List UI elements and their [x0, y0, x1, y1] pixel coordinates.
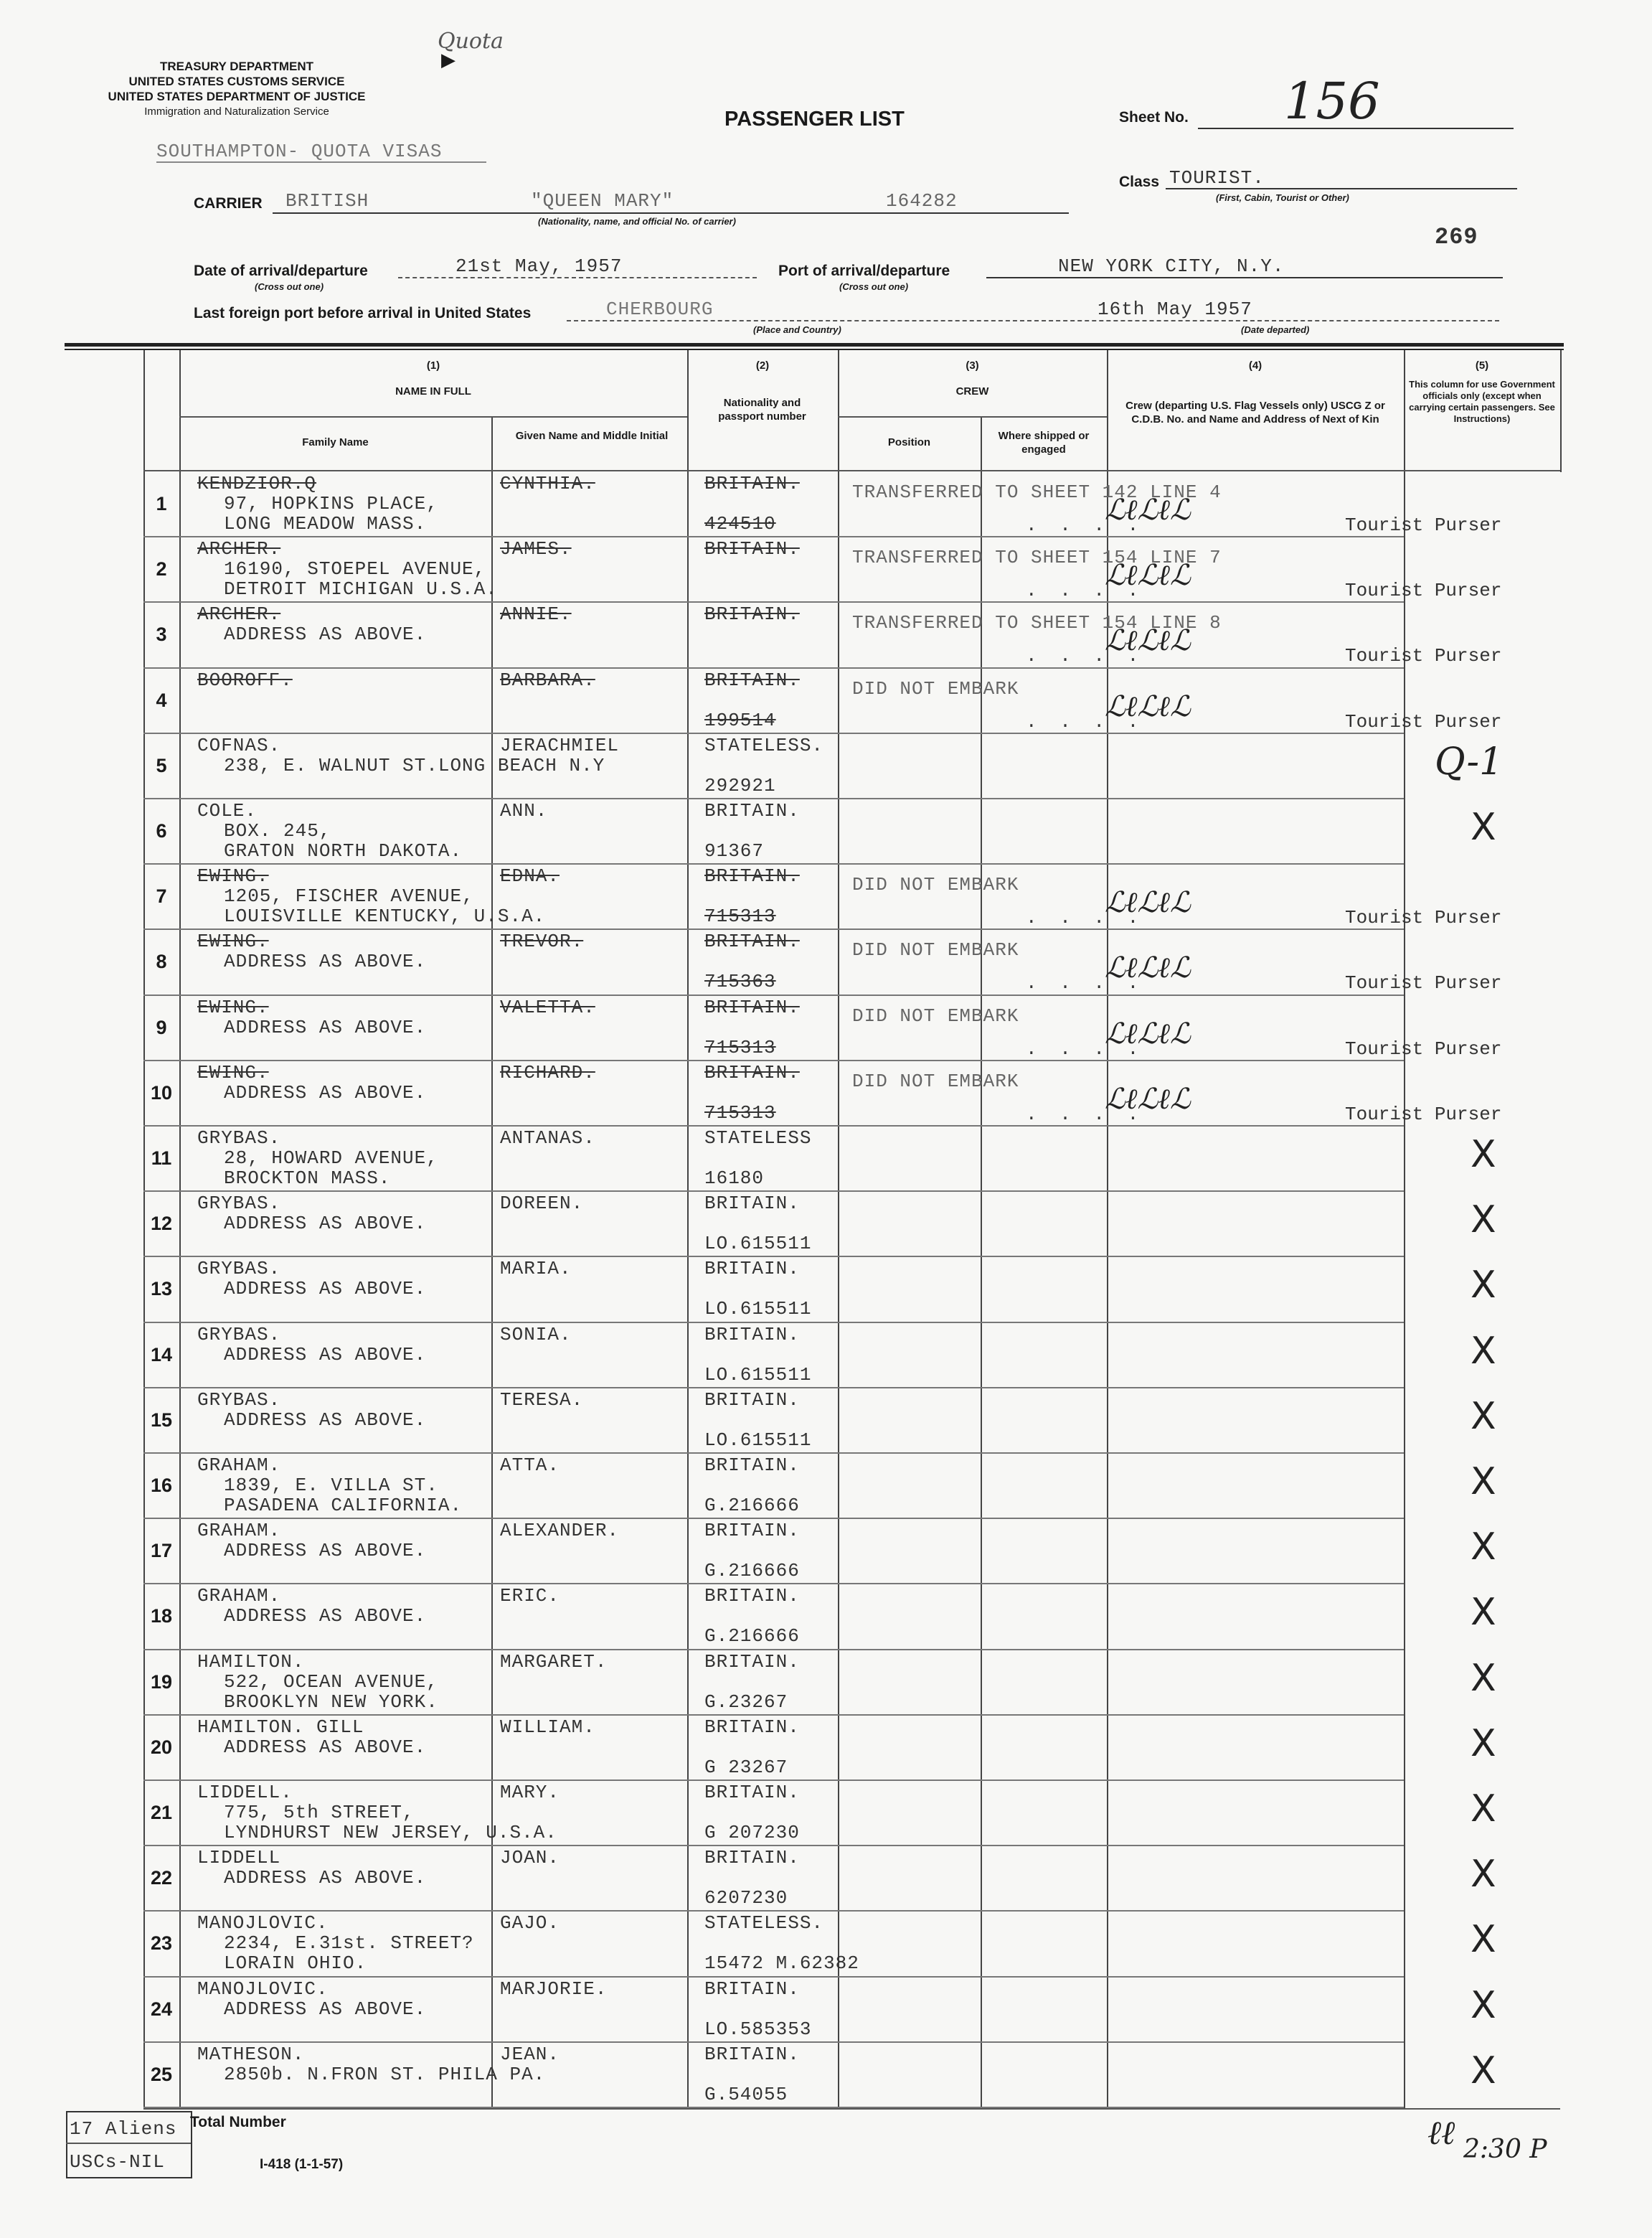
official-mark: X	[1471, 1329, 1496, 1373]
row-divider	[143, 667, 1404, 669]
row-number: 15	[150, 1409, 173, 1431]
purser-signature: ℒℓℒℓℒ	[1105, 886, 1191, 920]
given-name: TREVOR.	[500, 931, 584, 953]
given-name: ALEXANDER.	[500, 1520, 620, 1542]
row-number: 9	[156, 1016, 167, 1038]
address-line-1: ADDRESS AS ABOVE.	[224, 951, 427, 973]
row-divider	[143, 798, 1404, 799]
official-initials-signature: ℓℓ	[1427, 2113, 1455, 2152]
official-mark: X	[1471, 1918, 1496, 1962]
address-line-2: BROCKTON MASS.	[224, 1167, 391, 1189]
row-divider	[143, 1060, 1404, 1061]
official-mark: X	[1471, 806, 1496, 849]
row-divider	[143, 1910, 1404, 1912]
address-line-2: BROOKLYN NEW YORK.	[224, 1691, 438, 1713]
given-name: JERACHMIEL	[500, 734, 620, 756]
family-name: EWING.	[197, 931, 269, 953]
given-name: MARJORIE.	[500, 1978, 608, 2000]
passport-number: LO.615511	[704, 1298, 812, 1320]
page-title: PASSENGER LIST	[724, 108, 905, 131]
date-label: Date of arrival/departure	[194, 263, 368, 279]
row-divider	[143, 928, 1404, 930]
leader-dots: . . . .	[1026, 580, 1145, 602]
address-line-1: ADDRESS AS ABOVE.	[224, 1213, 427, 1235]
sheet-number: 156	[1284, 72, 1380, 131]
leader-dots: . . . .	[1026, 1103, 1145, 1125]
nationality: BRITAIN.	[704, 538, 800, 560]
row-number: 6	[156, 820, 167, 842]
family-name: HAMILTON.	[197, 1650, 305, 1673]
row-divider	[143, 1125, 1404, 1127]
nationality: BRITAIN.	[704, 1323, 800, 1345]
dept-justice: UNITED STATES DEPARTMENT OF JUSTICE	[108, 90, 366, 103]
passport-number: 715313	[704, 1036, 776, 1058]
given-name: VALETTA.	[500, 996, 595, 1018]
departed-value: 16th May 1957	[1098, 298, 1252, 320]
aliens-total: 17 Aliens	[70, 2118, 177, 2140]
port-value: NEW YORK CITY, N.Y.	[1058, 255, 1285, 277]
given-name: ANNIE.	[500, 603, 572, 626]
family-name: LIDDELL.	[197, 1782, 293, 1803]
official-mark: X	[1471, 1264, 1496, 1307]
row-divider	[143, 1190, 1404, 1192]
hdr-line-1	[179, 416, 687, 418]
nationality: BRITAIN.	[704, 669, 800, 691]
nationality: BRITAIN.	[704, 1585, 800, 1607]
row-number: 18	[150, 1605, 173, 1627]
address-line-1: ADDRESS AS ABOVE.	[224, 1409, 427, 1431]
given-name: ERIC.	[500, 1585, 560, 1607]
given-name: JOAN.	[500, 1847, 560, 1869]
passport-number: LO.585353	[704, 2018, 812, 2040]
passport-number: G 207230	[704, 1822, 800, 1843]
port-label: Port of arrival/departure	[778, 263, 950, 279]
carrier-nationality: BRITISH	[285, 190, 369, 212]
passport-number: G.54055	[704, 2083, 788, 2105]
col2-number: (2)	[755, 359, 770, 372]
family-name: ARCHER.	[197, 603, 281, 626]
row-divider	[143, 601, 1404, 603]
purser-signature: ℒℓℒℓℒ	[1105, 559, 1191, 593]
port-caption: (Cross out one)	[839, 281, 909, 292]
leader-dots: . . . .	[1026, 907, 1145, 929]
family-name: LIDDELL	[197, 1847, 281, 1869]
official-mark: X	[1471, 1721, 1496, 1765]
given-name: GAJO.	[500, 1912, 560, 1934]
row-divider	[143, 1649, 1404, 1650]
given-name: BARBARA.	[500, 669, 595, 691]
col4-title: Crew (departing U.S. Flag Vessels only) USCG Z or C.D.B. No. and Name and Address of Next of Kin	[1125, 400, 1385, 425]
passport-number: LO.615511	[704, 1429, 812, 1451]
arrow-icon: ▶	[441, 49, 456, 70]
address-line-1: ADDRESS AS ABOVE.	[224, 1867, 427, 1889]
nationality: BRITAIN.	[704, 865, 800, 888]
row-divider	[143, 1452, 1404, 1454]
family-name: COLE.	[197, 800, 258, 822]
row-number: 13	[150, 1278, 173, 1300]
class-caption: (First, Cabin, Tourist or Other)	[1216, 192, 1349, 203]
address-line-2: LORAIN OHIO.	[224, 1952, 367, 1975]
lastport-value: CHERBOURG	[606, 298, 714, 320]
address-line-1: ADDRESS AS ABOVE.	[224, 1540, 427, 1562]
lastport-caption: (Place and Country)	[753, 324, 841, 335]
purser-note: Tourist Purser	[1345, 1038, 1502, 1060]
nationality: BRITAIN.	[704, 1388, 800, 1411]
date-value: 21st May, 1957	[456, 255, 623, 277]
given-name: MARY.	[500, 1782, 560, 1803]
purser-signature: ℒℓℒℓℒ	[1105, 690, 1191, 723]
hdr-bottom-line	[143, 470, 1560, 471]
date-rule	[398, 277, 757, 278]
official-mark: X	[1471, 1198, 1496, 1242]
family-name: GRYBAS.	[197, 1127, 281, 1149]
family-name: ARCHER.	[197, 538, 281, 560]
purser-signature: ℒℓℒℓℒ	[1105, 624, 1191, 658]
sheet-label: Sheet No.	[1119, 109, 1189, 126]
row-divider	[143, 2041, 1404, 2043]
purser-note: Tourist Purser	[1345, 514, 1502, 536]
official-mark: X	[1471, 1787, 1496, 1830]
given-name: JEAN.	[500, 2043, 560, 2065]
dept-customs: UNITED STATES CUSTOMS SERVICE	[128, 75, 345, 88]
row-divider	[143, 536, 1404, 537]
row-divider	[143, 1714, 1404, 1716]
row-divider	[143, 995, 1404, 996]
family-name: HAMILTON. GILL	[197, 1716, 364, 1738]
address-line-1: 28, HOWARD AVENUE,	[224, 1147, 438, 1169]
nationality: BRITAIN.	[704, 1716, 800, 1738]
table-top-rule-2	[65, 349, 1564, 350]
family-name: GRYBAS.	[197, 1193, 281, 1215]
nationality: BRITAIN.	[704, 1520, 800, 1542]
family-name: GRAHAM.	[197, 1454, 281, 1476]
row-number: 11	[151, 1147, 172, 1169]
crew-status-note: TRANSFERRED TO SHEET 142 LINE 4	[852, 481, 1222, 503]
leader-dots: . . . .	[1026, 514, 1145, 536]
family-name: MANOJLOVIC.	[197, 1912, 329, 1934]
passport-number: G.216666	[704, 1495, 800, 1516]
passport-number: 16180	[704, 1167, 765, 1189]
address-line-2: PASADENA CALIFORNIA.	[224, 1495, 463, 1516]
address-line-1: 1839, E. VILLA ST.	[224, 1475, 438, 1496]
passport-number: 715363	[704, 971, 776, 993]
nationality: BRITAIN.	[704, 996, 800, 1018]
row-number: 7	[156, 885, 167, 908]
col3-title: CREW	[955, 385, 989, 398]
family-name: GRYBAS.	[197, 1388, 281, 1411]
col4-number: (4)	[1248, 359, 1262, 372]
nationality: BRITAIN.	[704, 1193, 800, 1215]
row-divider	[143, 1976, 1404, 1978]
family-name: BOOROFF.	[197, 669, 293, 691]
vline-7	[1404, 350, 1405, 2108]
address-line-1: ADDRESS AS ABOVE.	[224, 1081, 427, 1104]
address-line-1: ADDRESS AS ABOVE.	[224, 1605, 427, 1627]
table-bottom-rule	[143, 2108, 1560, 2110]
given-name: MARGARET.	[500, 1650, 608, 1673]
purser-note: Tourist Purser	[1345, 580, 1502, 602]
col3-number: (3)	[966, 359, 979, 372]
passport-number: LO.615511	[704, 1233, 812, 1255]
family-name: GRAHAM.	[197, 1520, 281, 1542]
lastport-rule	[567, 320, 1499, 321]
family-name: MATHESON.	[197, 2043, 305, 2065]
class-rule	[1166, 188, 1517, 189]
nationality: BRITAIN.	[704, 1650, 800, 1673]
passport-number: G.216666	[704, 1625, 800, 1647]
family-name: GRYBAS.	[197, 1323, 281, 1345]
purser-note: Tourist Purser	[1345, 907, 1502, 929]
passport-number: 91367	[704, 840, 765, 862]
carrier-rule	[273, 212, 1069, 214]
official-mark: X	[1471, 1983, 1496, 2027]
given-name: JAMES.	[500, 538, 572, 560]
address-line-1: 238, E. WALNUT ST.LONG BEACH N.Y	[224, 754, 605, 776]
col2-title: Nationality and passport number	[718, 397, 806, 423]
time-note: 2:30 P	[1463, 2135, 1547, 2164]
address-line-1: 1205, FISCHER AVENUE,	[224, 885, 474, 908]
col1-title: NAME IN FULL	[395, 385, 471, 398]
official-mark: X	[1471, 1525, 1496, 1569]
crew-status-note: TRANSFERRED TO SHEET 154 LINE 7	[852, 547, 1222, 569]
nationality: BRITAIN.	[704, 603, 800, 626]
row-number: 23	[150, 1932, 173, 1955]
vline-2	[491, 416, 493, 2108]
date-caption: (Cross out one)	[255, 281, 324, 292]
official-mark: X	[1471, 1656, 1496, 1700]
lastport-label: Last foreign port before arrival in United States	[194, 305, 532, 321]
nationality: BRITAIN.	[704, 2043, 800, 2065]
given-name: MARIA.	[500, 1258, 572, 1280]
passport-number: 6207230	[704, 1887, 788, 1909]
purser-note: Tourist Purser	[1345, 645, 1502, 667]
carrier-number: 164282	[886, 190, 958, 212]
row-divider	[143, 1518, 1404, 1519]
row-number: 25	[150, 2063, 173, 2085]
address-line-1: ADDRESS AS ABOVE.	[224, 1278, 427, 1300]
official-mark: X	[1471, 1460, 1496, 1503]
list-type-rule	[156, 161, 486, 163]
given-name: DOREEN.	[500, 1193, 584, 1215]
vline-8	[1560, 350, 1562, 472]
given-name: TERESA.	[500, 1388, 584, 1411]
passport-number: LO.615511	[704, 1363, 812, 1386]
purser-signature: ℒℓℒℓℒ	[1105, 1017, 1191, 1050]
leader-dots: . . . .	[1026, 1038, 1145, 1060]
nationality: BRITAIN.	[704, 1978, 800, 2000]
family-name: COFNAS.	[197, 734, 281, 756]
address-line-1: 2850b. N.FRON ST. PHILA PA.	[224, 2063, 546, 2085]
col1b-title: Given Name and Middle Initial	[515, 430, 669, 442]
row-divider	[143, 1322, 1404, 1323]
nationality: BRITAIN.	[704, 1258, 800, 1280]
official-mark: X	[1471, 1591, 1496, 1635]
address-line-2: GRATON NORTH DAKOTA.	[224, 840, 463, 862]
leader-dots: . . . .	[1026, 972, 1145, 995]
nationality: BRITAIN.	[704, 1061, 800, 1083]
given-name: CYNTHIA.	[500, 473, 595, 494]
family-name: EWING.	[197, 865, 269, 888]
form-number: I-418 (1-1-57)	[260, 2157, 344, 2172]
nationality: BRITAIN.	[704, 473, 800, 494]
row-number: 24	[150, 1998, 173, 2020]
row-divider	[143, 1387, 1404, 1388]
col1a-title: Family Name	[302, 436, 369, 448]
class-value: TOURIST.	[1169, 167, 1265, 189]
carrier-name: "QUEEN MARY"	[531, 190, 674, 212]
department-header	[86, 59, 387, 119]
address-line-1: 522, OCEAN AVENUE,	[224, 1670, 438, 1693]
departed-caption: (Date departed)	[1241, 324, 1310, 335]
row-number: 12	[150, 1213, 173, 1235]
crew-status-note: DID NOT EMBARK	[852, 1070, 1019, 1092]
col1-number: (1)	[426, 359, 440, 372]
row-number: 2	[156, 558, 167, 580]
official-mark: Q-1	[1435, 740, 1504, 784]
official-mark: X	[1471, 1853, 1496, 1896]
col5-title: This column for use Government officials only (except when carrying certain passengers. See Instructions)	[1409, 379, 1555, 424]
row-number: 21	[150, 1802, 173, 1823]
vline-5	[981, 416, 982, 2108]
address-line-2: LONG MEADOW MASS.	[224, 513, 427, 535]
crew-status-note: DID NOT EMBARK	[852, 677, 1019, 700]
carrier-caption: (Nationality, name, and official No. of carrier)	[538, 216, 736, 227]
totals-divider	[66, 2143, 191, 2144]
total-number-label: Total Number	[190, 2114, 286, 2130]
crew-status-note: DID NOT EMBARK	[852, 939, 1019, 962]
purser-signature: ℒℓℒℓℒ	[1105, 494, 1191, 527]
leader-dots: . . . .	[1026, 645, 1145, 667]
address-line-1: 16190, STOEPEL AVENUE,	[224, 558, 486, 580]
nationality: BRITAIN.	[704, 1454, 800, 1476]
dept-treasury: TREASURY DEPARTMENT	[159, 60, 314, 73]
port-rule	[986, 277, 1503, 278]
row-divider	[143, 1845, 1404, 1846]
nationality: BRITAIN.	[704, 1782, 800, 1803]
carrier-label: CARRIER	[194, 195, 263, 212]
official-mark: X	[1471, 1133, 1496, 1176]
passport-number: 715313	[704, 906, 776, 928]
given-name: ANTANAS.	[500, 1127, 595, 1149]
address-line-1: 2234, E.31st. STREET?	[224, 1932, 474, 1955]
table-top-rule	[65, 343, 1564, 347]
crew-status-note: DID NOT EMBARK	[852, 874, 1019, 896]
official-mark: X	[1471, 1394, 1496, 1438]
given-name: WILLIAM.	[500, 1716, 595, 1738]
crew-status-note: DID NOT EMBARK	[852, 1005, 1019, 1027]
passport-number: G 23267	[704, 1756, 788, 1778]
crew-status-note: TRANSFERRED TO SHEET 154 LINE 8	[852, 612, 1222, 634]
row-number: 8	[156, 951, 167, 973]
class-label: Class	[1119, 174, 1160, 190]
address-line-2: LYNDHURST NEW JERSEY, U.S.A.	[224, 1822, 557, 1843]
row-number: 22	[150, 1867, 173, 1889]
address-line-1: 97, HOPKINS PLACE,	[224, 493, 438, 514]
row-divider	[143, 1779, 1404, 1781]
address-line-1: ADDRESS AS ABOVE.	[224, 624, 427, 646]
row-number: 1	[156, 493, 167, 514]
nationality: STATELESS.	[704, 734, 824, 756]
row-number: 16	[150, 1475, 173, 1496]
row-number: 3	[156, 624, 167, 646]
passport-number: 715313	[704, 1101, 776, 1124]
purser-signature: ℒℓℒℓℒ	[1105, 951, 1191, 985]
row-number: 10	[150, 1081, 173, 1104]
family-name: GRYBAS.	[197, 1258, 281, 1280]
address-line-1: ADDRESS AS ABOVE.	[224, 1343, 427, 1365]
row-number: 5	[156, 754, 167, 776]
passport-number: 292921	[704, 774, 776, 796]
address-line-1: ADDRESS AS ABOVE.	[224, 1998, 427, 2020]
nationality: BRITAIN.	[704, 931, 800, 953]
address-line-1: ADDRESS AS ABOVE.	[224, 1016, 427, 1038]
family-name: EWING.	[197, 996, 269, 1018]
row-number: 4	[156, 689, 167, 711]
leader-dots: . . . .	[1026, 710, 1145, 733]
nationality: STATELESS	[704, 1127, 812, 1149]
row-divider	[143, 1256, 1404, 1257]
row-number: 19	[150, 1670, 173, 1693]
purser-note: Tourist Purser	[1345, 1103, 1502, 1125]
family-name: MANOJLOVIC.	[197, 1978, 329, 2000]
passport-number: G.216666	[704, 1560, 800, 1582]
passport-number: 424510	[704, 513, 776, 535]
row-divider	[143, 1583, 1404, 1584]
col5-number: (5)	[1475, 359, 1489, 372]
hdr-line-3	[838, 416, 1107, 418]
page-number: 269	[1435, 224, 1478, 250]
given-name: ANN.	[500, 800, 548, 822]
nationality: STATELESS.	[704, 1912, 824, 1934]
address-line-2: LOUISVILLE KENTUCKY, U.S.A.	[224, 906, 546, 928]
family-name: KENDZIOR.Q	[197, 473, 317, 494]
address-line-1: BOX. 245,	[224, 820, 331, 842]
purser-note: Tourist Purser	[1345, 710, 1502, 733]
dept-immigration: Immigration and Naturalization Service	[144, 105, 329, 118]
col3a-title: Position	[887, 436, 931, 448]
row-number: 14	[150, 1343, 173, 1365]
row-number: 17	[150, 1540, 173, 1562]
row-divider	[143, 863, 1404, 865]
official-mark: X	[1471, 2049, 1496, 2092]
given-name: ATTA.	[500, 1454, 560, 1476]
family-name: GRAHAM.	[197, 1585, 281, 1607]
purser-signature: ℒℓℒℓℒ	[1105, 1082, 1191, 1116]
row-number: 20	[150, 1736, 173, 1758]
purser-note: Tourist Purser	[1345, 972, 1502, 995]
given-name: SONIA.	[500, 1323, 572, 1345]
quota-stamp: Quota	[438, 29, 504, 54]
passport-number: G.23267	[704, 1691, 788, 1713]
row-divider	[143, 733, 1404, 734]
list-type: SOUTHAMPTON- QUOTA VISAS	[156, 141, 443, 162]
nationality: BRITAIN.	[704, 800, 800, 822]
address-line-1: 775, 5th STREET,	[224, 1802, 415, 1823]
uscs-total: USCs-NIL	[70, 2151, 165, 2173]
address-line-2: DETROIT MICHIGAN U.S.A.	[224, 578, 498, 601]
address-line-1: ADDRESS AS ABOVE.	[224, 1736, 427, 1758]
col3b-title: Where shipped or engaged	[998, 430, 1090, 456]
family-name: EWING.	[197, 1061, 269, 1083]
nationality: BRITAIN.	[704, 1847, 800, 1869]
given-name: RICHARD.	[500, 1061, 595, 1083]
given-name: EDNA.	[500, 865, 560, 888]
passport-number: 15472 M.62382	[704, 1952, 859, 1975]
passport-number: 199514	[704, 709, 776, 731]
